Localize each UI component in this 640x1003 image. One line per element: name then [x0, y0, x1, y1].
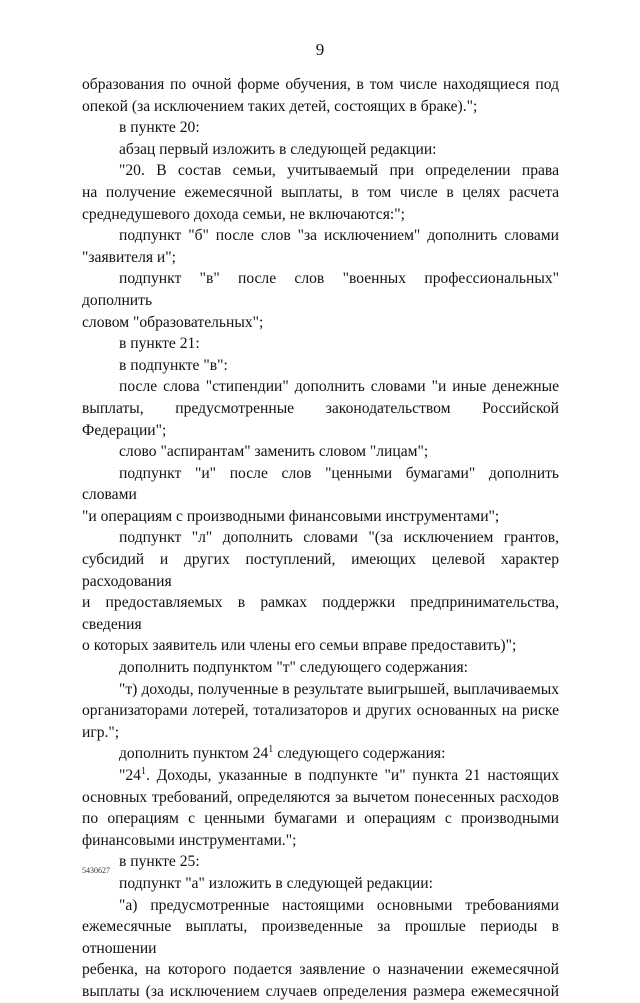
paragraph-item-20: в пункте 20: — [119, 119, 200, 137]
paragraph-stipend: после слова "стипендии" дополнить словами "и иные денежные выплаты, предусмотренные законодательством Российской Федерации"; — [82, 378, 559, 439]
document-body — [82, 74, 559, 1003]
paragraph-subitem-a: подпункт "а" изложить в следующей редакции: — [119, 874, 433, 892]
paragraph-item-25: в пункте 25: — [119, 853, 200, 871]
paragraph-new-text-20: "20. В состав семьи, учитываемый при определении права на получение ежемесячной выплаты, в том числе в целях расчета среднедушевого дохода семьи, не включаются:"; — [82, 162, 559, 223]
paragraph-aspirants: слово "аспирантам" заменить словом "лицам"; — [119, 443, 429, 461]
paragraph-add-item-24-1: дополнить пунктом $24^1$ следующего содержания: — [119, 744, 446, 763]
paragraph-subitem-b: подпункт "б" после слов "за исключением" дополнить словами "заявителя и"; — [82, 227, 559, 266]
paragraph-add-subitem-t: дополнить подпунктом "т" следующего содержания: — [119, 659, 469, 677]
paragraph-subitem-l: подпункт "л" дополнить словами "(за исключением грантов, субсидий и других поступлений, имеющих целевой характер расходования и предоставляемых в рамках поддержки предпринимательства, сведения о которых заявитель или члены его семьи вправе предоставить)"; — [82, 529, 559, 655]
paragraph-continuation: образования по очной форме обучения, в том числе находящиеся под опекой (за исключением таких детей, состоящих в браке)."; — [82, 76, 559, 115]
document-code: 5430627 — [82, 866, 110, 875]
paragraph-new-text-a: "а) предусмотренные настоящими основными требованиями ежемесячные выплаты, произведенные за прошлые периоды в отношении ребенка, на которого подается заявление о назначении ежемесячной выплаты (за исключением случаев определения размера ежемесячной — [82, 896, 559, 1000]
paragraph-first-abzac: абзац первый изложить в следующей редакции: — [119, 140, 437, 158]
paragraph-new-text-24-1: "$24^1$. Доходы, указанные в подпункте "и" пункта 21 настоящих основных требований, определяются за вычетом понесенных расходов по операциям с ценными бумагами и операциям с производными финансовыми инструментами."; — [82, 765, 559, 849]
paragraph-subitem-v: подпункт "в" после слов "военных профессиональных" дополнить словом "образовательных"; — [82, 270, 559, 331]
paragraph-item-21: в пункте 21: — [119, 335, 200, 353]
paragraph-subitem-v-21: в подпункте "в": — [119, 356, 228, 374]
paragraph-subitem-i: подпункт "и" после слов "ценными бумагами" дополнить словами "и операциям с производными финансовыми инструментами"; — [82, 464, 559, 525]
paragraph-new-text-t: "т) доходы, полученные в результате выигрышей, выплачиваемых организаторами лотерей, тотализаторов и других основанных на риске игр."; — [82, 680, 559, 741]
page-number: 9 — [315, 40, 325, 59]
